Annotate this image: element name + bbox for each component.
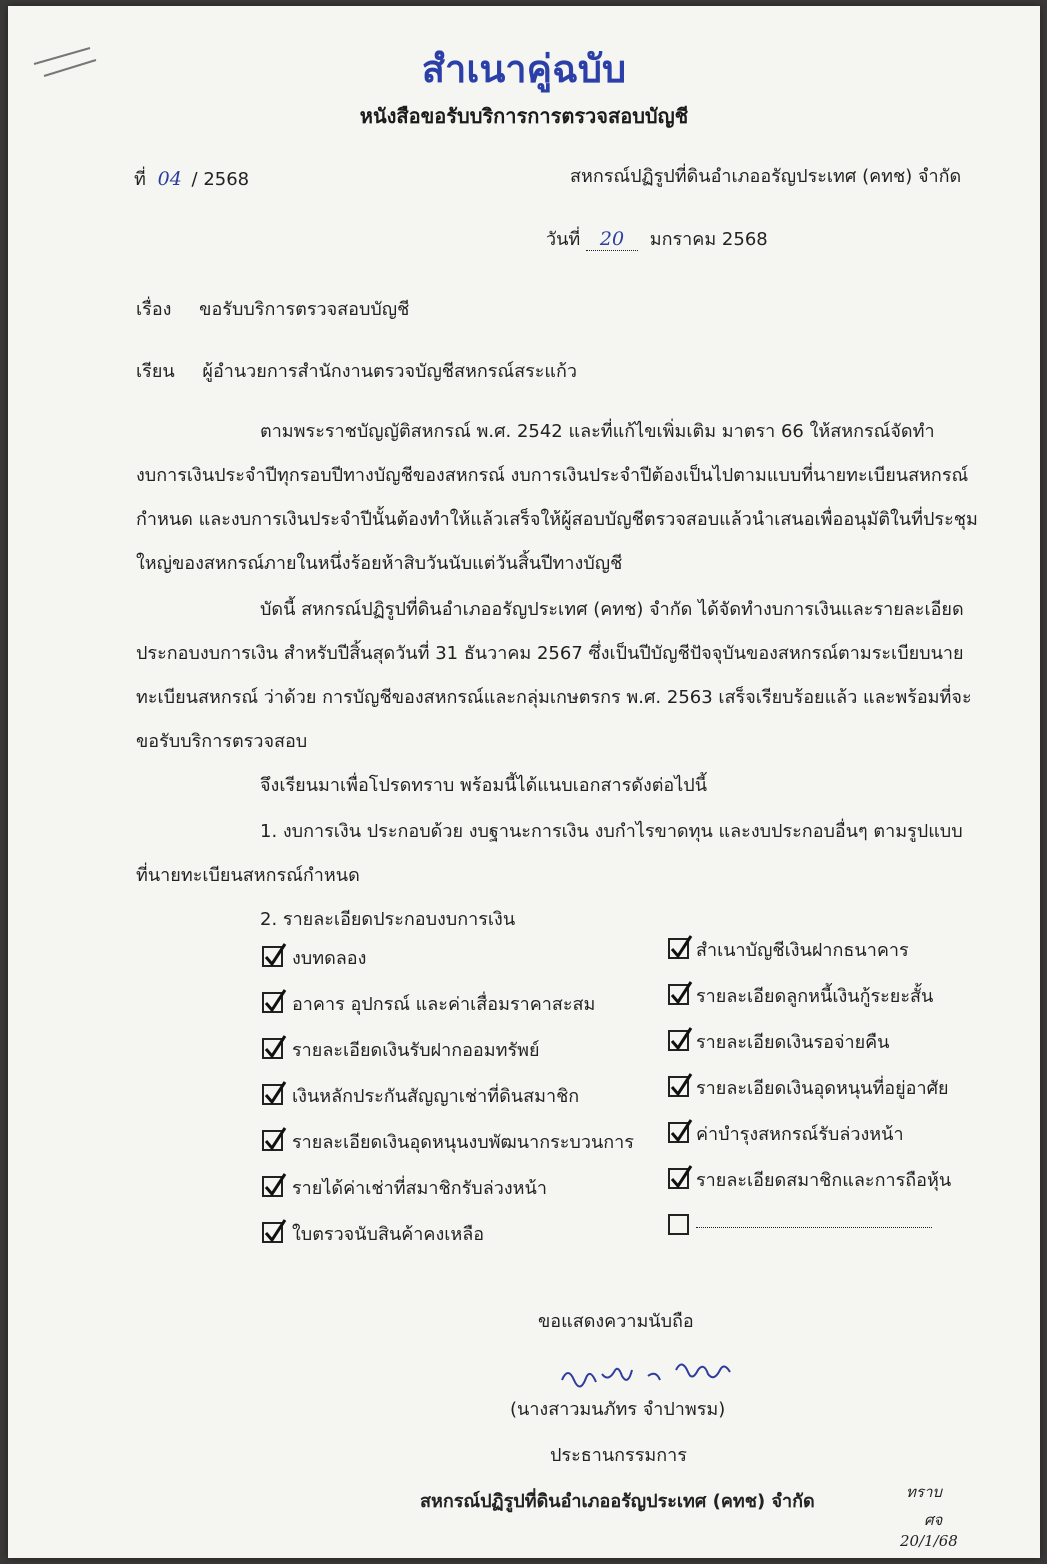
stamp-title-row bbox=[8, 38, 1040, 99]
annotation-date: 20/1/68 bbox=[900, 1532, 958, 1550]
doc-title-row bbox=[8, 100, 1040, 132]
item2-heading: 2. รายละเอียดประกอบงบการเงิน bbox=[260, 909, 516, 930]
document-page bbox=[8, 6, 1040, 1558]
recipient-label: เรียน bbox=[136, 361, 175, 382]
subject-text: ขอรับบริการตรวจสอบบัญชี bbox=[199, 299, 410, 320]
para1-line1: ตามพระราชบัญญัติสหกรณ์ พ.ศ. 2542 และที่แก้ไขเพิ่มเติม มาตรา 66 ให้สหกรณ์จัดทำ bbox=[260, 421, 935, 442]
left-label-0: งบทดลอง bbox=[292, 948, 367, 969]
right-checkbox-3[interactable] bbox=[668, 1076, 689, 1097]
blank-fill-line[interactable] bbox=[696, 1211, 932, 1228]
left-label-5: รายได้ค่าเช่าที่สมาชิกรับล่วงหน้า bbox=[292, 1178, 547, 1199]
para1-line2: งบการเงินประจำปีทุกรอบปีทางบัญชีของสหกรณ์ งบการเงินประจำปีต้องเป็นไปตามแบบที่นายทะเบียนสหกรณ์ bbox=[136, 465, 969, 486]
para2-line3: ทะเบียนสหกรณ์ ว่าด้วย การบัญชีของสหกรณ์และกลุ่มเกษตรกร พ.ศ. 2563 เสร็จเรียบร้อยแล้ว และพร้อมที่จะ bbox=[136, 687, 972, 708]
subject-line bbox=[136, 294, 409, 323]
right-label-2: รายละเอียดเงินรอจ่ายคืน bbox=[696, 1032, 890, 1053]
checkmark-icon bbox=[669, 934, 693, 960]
checkmark-icon bbox=[263, 1034, 287, 1060]
para1-line3: กำหนด และงบการเงินประจำปีนั้นต้องทำให้แล้วเสร็จให้ผู้สอบบัญชีตรวจสอบแล้วนำเสนอเพื่ออนุมัติในที่ประชุม bbox=[136, 509, 978, 530]
checkmark-icon bbox=[669, 1026, 693, 1052]
left-label-3: เงินหลักประกันสัญญาเช่าที่ดินสมาชิก bbox=[292, 1086, 580, 1107]
left-checkbox-1[interactable] bbox=[262, 992, 283, 1013]
left-label-4: รายละเอียดเงินอุดหนุนงบพัฒนากระบวนการ bbox=[292, 1132, 634, 1153]
subject-label: เรื่อง bbox=[136, 299, 172, 320]
letter-date bbox=[546, 224, 768, 253]
left-checkbox-0[interactable] bbox=[262, 946, 283, 967]
recipient-text: ผู้อำนวยการสำนักงานตรวจบัญชีสหกรณ์สระแก้ว bbox=[202, 361, 578, 382]
right-checkbox-4[interactable] bbox=[668, 1122, 689, 1143]
recipient-line bbox=[136, 356, 577, 385]
checkmark-icon bbox=[669, 1164, 693, 1190]
checkmark-icon bbox=[263, 942, 287, 968]
item1-line1: 1. งบการเงิน ประกอบด้วย งบฐานะการเงิน งบกำไรขาดทุน และงบประกอบอื่นๆ ตามรูปแบบ bbox=[260, 821, 963, 842]
right-label-0: สำเนาบัญชีเงินฝากธนาคาร bbox=[696, 940, 909, 961]
right-label-5: รายละเอียดสมาชิกและการถือหุ้น bbox=[696, 1170, 952, 1191]
right-checkbox-0[interactable] bbox=[668, 938, 689, 959]
date-day-handwritten: 20 bbox=[586, 228, 638, 251]
org-name-header: สหกรณ์ปฏิรูปที่ดินอำเภออรัญประเทศ (คทช) จำกัด bbox=[570, 166, 962, 187]
right-checkbox-2[interactable] bbox=[668, 1030, 689, 1051]
signatory-position: ประธานกรรมการ bbox=[550, 1445, 687, 1466]
right-checkbox-1[interactable] bbox=[668, 984, 689, 1005]
left-checkbox-3[interactable] bbox=[262, 1084, 283, 1105]
right-label-6 bbox=[696, 1211, 932, 1233]
left-label-1: อาคาร อุปกรณ์ และค่าเสื่อมราคาสะสม bbox=[292, 994, 596, 1015]
para2-line4: ขอรับบริการตรวจสอบ bbox=[136, 731, 308, 752]
left-label-6: ใบตรวจนับสินค้าคงเหลือ bbox=[292, 1224, 485, 1245]
annotation-acknowledged: ทราบ bbox=[906, 1483, 942, 1501]
regards-line: ขอแสดงความนับถือ bbox=[538, 1311, 694, 1332]
para3: จึงเรียนมาเพื่อโปรดทราบ พร้อมนี้ได้แนบเอกสารดังต่อไปนี้ bbox=[260, 775, 708, 796]
checkmark-icon bbox=[669, 980, 693, 1006]
checkmark-icon bbox=[263, 1080, 287, 1106]
handwritten-signature bbox=[556, 1356, 756, 1396]
left-checkbox-4[interactable] bbox=[262, 1130, 283, 1151]
para2-line1: บัดนี้ สหกรณ์ปฏิรูปที่ดินอำเภออรัญประเทศ (คทช) จำกัด ได้จัดทำงบการเงินและรายละเอียด bbox=[260, 599, 964, 620]
right-label-4: ค่าบำรุงสหกรณ์รับล่วงหน้า bbox=[696, 1124, 904, 1145]
right-checkbox-6[interactable] bbox=[668, 1214, 689, 1235]
right-label-1: รายละเอียดลูกหนี้เงินกู้ระยะสั้น bbox=[696, 986, 934, 1007]
checkmark-icon bbox=[263, 1218, 287, 1244]
item1-line2: ที่นายทะเบียนสหกรณ์กำหนด bbox=[136, 865, 360, 886]
stamp-title: สำเนาคู่ฉบับ bbox=[421, 47, 627, 91]
checkmark-icon bbox=[263, 1126, 287, 1152]
checkmark-icon bbox=[669, 1072, 693, 1098]
left-checkbox-5[interactable] bbox=[262, 1176, 283, 1197]
annotation-initials: ศจ bbox=[924, 1511, 943, 1529]
left-label-2: รายละเอียดเงินรับฝากออมทรัพย์ bbox=[292, 1040, 540, 1061]
para1-line4: ใหญ่ของสหกรณ์ภายในหนึ่งร้อยห้าสิบวันนับแต่วันสิ้นปีทางบัญชี bbox=[136, 553, 623, 574]
checkmark-icon bbox=[669, 1118, 693, 1144]
reference-number bbox=[134, 164, 249, 193]
date-prefix: วันที่ bbox=[546, 229, 581, 250]
checkmark-icon bbox=[263, 1172, 287, 1198]
right-label-3: รายละเอียดเงินอุดหนุนที่อยู่อาศัย bbox=[696, 1078, 949, 1099]
left-checkbox-6[interactable] bbox=[262, 1222, 283, 1243]
ref-year: / 2568 bbox=[191, 169, 250, 190]
signatory-org: สหกรณ์ปฏิรูปที่ดินอำเภออรัญประเทศ (คทช) จำกัด bbox=[420, 1491, 815, 1512]
right-checkbox-5[interactable] bbox=[668, 1168, 689, 1189]
date-month-year: มกราคม 2568 bbox=[649, 229, 768, 250]
ref-number-handwritten: 04 bbox=[157, 168, 182, 190]
para2-line2: ประกอบงบการเงิน สำหรับปีสิ้นสุดวันที่ 31 ธันวาคม 2567 ซึ่งเป็นปีบัญชีปัจจุบันของสหกรณ์ตามระเบียบนาย bbox=[136, 643, 964, 664]
doc-title: หนังสือขอรับบริการการตรวจสอบบัญชี bbox=[359, 104, 689, 128]
ref-prefix: ที่ bbox=[134, 169, 146, 190]
checkmark-icon bbox=[263, 988, 287, 1014]
signatory-name: (นางสาวมนภัทร จำปาพรม) bbox=[510, 1399, 726, 1420]
left-checkbox-2[interactable] bbox=[262, 1038, 283, 1059]
